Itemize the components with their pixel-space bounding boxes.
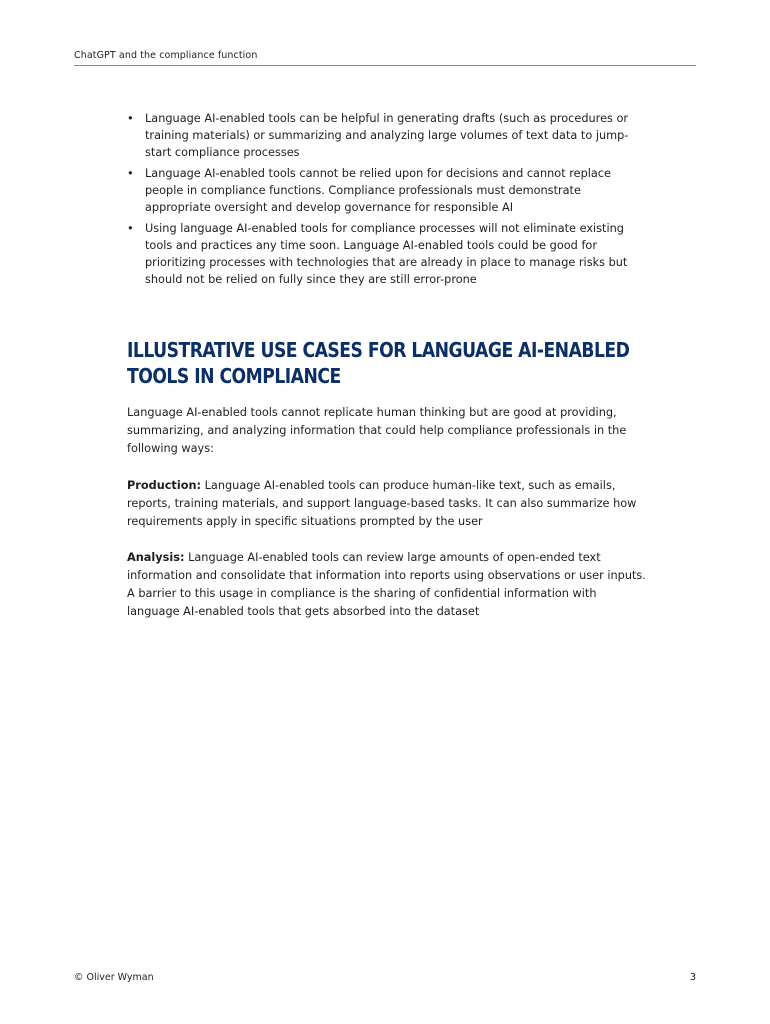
bullet-text: Using language AI-enabled tools for compliance processes will not eliminate existing tools and practices any time soon. Language AI-enabled tools could be good for prioritizing processes with technologies that are already in place to manage risks but should not be relied on fully since they are still error-prone xyxy=(145,222,628,286)
running-header-title: ChatGPT and the compliance function xyxy=(74,50,258,61)
production-text: Language AI-enabled tools can produce human-like text, such as emails, reports, training materials, and support language-based tasks. It can also summarize how requirements apply in specific situations prompted by the user xyxy=(127,479,637,528)
header-divider xyxy=(74,65,696,66)
production-paragraph xyxy=(127,477,647,531)
analysis-label: Analysis: xyxy=(127,551,185,564)
section-heading: ILLUSTRATIVE USE CASES FOR LANGUAGE AI-ENABLED TOOLS IN COMPLIANCE xyxy=(127,338,630,388)
bullet-marker: • xyxy=(127,112,134,125)
list-item xyxy=(127,110,647,161)
intro-paragraph: Language AI-enabled tools cannot replicate human thinking but are good at providing, summarizing, and analyzing information that could help compliance professionals in the following ways: xyxy=(127,406,627,455)
analysis-paragraph xyxy=(127,549,647,621)
page-number: 3 xyxy=(689,972,696,983)
key-points-list xyxy=(127,110,647,292)
analysis-text: Language AI-enabled tools can review large amounts of open-ended text information and consolidate that information into reports using observations or user inputs. A barrier to this usage in compliance is the sharing of confidential information with language AI-enabled tools that gets absorbed into the dataset xyxy=(127,551,646,618)
footer-copyright: © Oliver Wyman xyxy=(74,972,154,983)
bullet-marker: • xyxy=(127,222,134,235)
production-label: Production: xyxy=(127,479,202,492)
bullet-text: Language AI-enabled tools cannot be relied upon for decisions and cannot replace people in compliance functions. Compliance professionals must demonstrate appropriate oversight and develop governance for responsible AI xyxy=(145,167,611,214)
list-item xyxy=(127,220,647,288)
list-item xyxy=(127,165,647,216)
bullet-marker: • xyxy=(127,167,134,180)
bullet-text: Language AI-enabled tools can be helpful in generating drafts (such as procedures or training materials) or summarizing and analyzing large volumes of text data to jump-start compliance processes xyxy=(145,112,629,159)
